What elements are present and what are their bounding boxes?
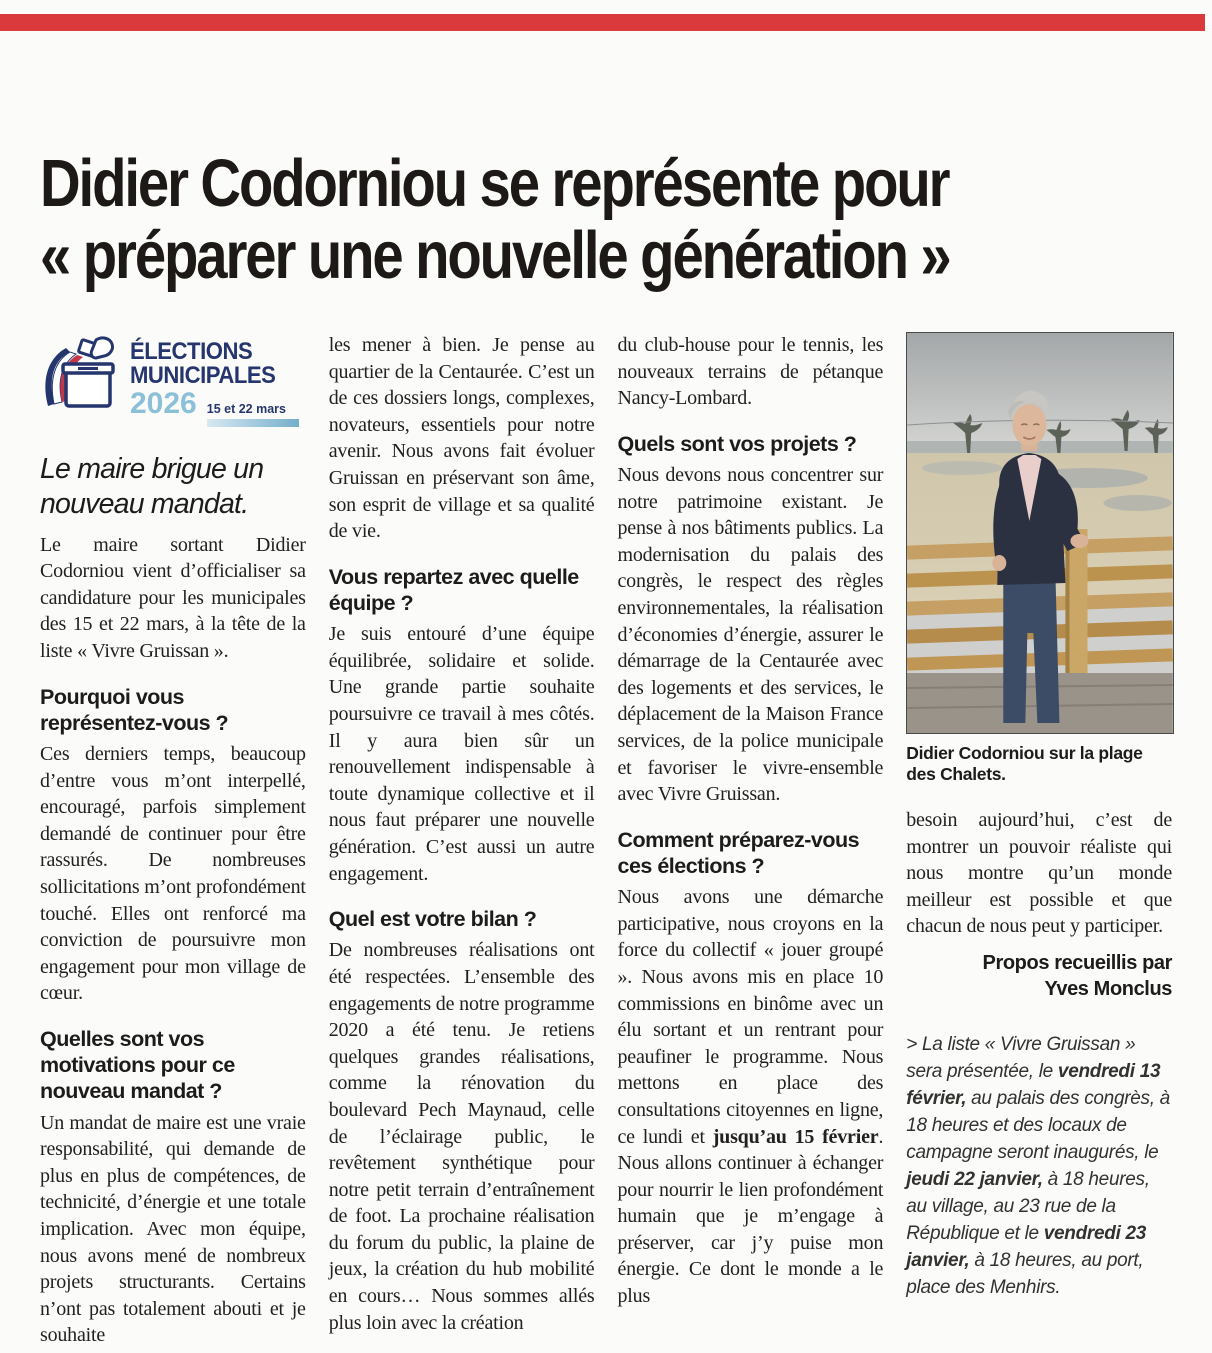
ballot-box-icon	[40, 334, 128, 426]
answer-paragraph-1: Ces derniers temps, beaucoup d’entre vous m’ont interpellé, encouragé, parfois simplement demandé de continuer pour être rassurés. De nombreuses sollicitations m’ont profondément touché. Elles ont renforcé ma conviction de poursuivre mon engagement pour mon village de cœur.	[40, 742, 306, 1005]
column-3	[618, 332, 884, 1353]
question-heading-2: Quelles sont vos motivations pour ce nouveau mandat ?	[40, 1026, 235, 1104]
logo-dates: 15 et 22 mars	[206, 402, 286, 416]
continuation-paragraph-2: du club-house pour le tennis, les nouveaux terrains de pétanque Nancy-Lombard.	[617, 334, 884, 410]
logo-year-row	[130, 389, 299, 427]
article-columns	[40, 332, 1172, 1353]
byline-line-2: Yves Monclus	[1044, 977, 1172, 1000]
question-heading-1: Pourquoi vous représentez-vous ?	[40, 684, 229, 735]
photo-illustration	[907, 333, 1173, 733]
question-heading-4: Quel est votre bilan ?	[328, 907, 537, 932]
byline-line-1: Propos recueillis par	[982, 951, 1172, 974]
elections-municipales-logo	[40, 334, 306, 426]
answer-paragraph-3: Je suis entouré d’une équipe équilibrée, solidaire et solide. Une grande partie souhaite poursuivre ce travail à mes côtés. Il y aura bien sûr un renouvellement indispensable à toute dynamique collective et il nous faut préparer une nouvelle génération. C’est aussi un autre engagement.	[328, 623, 595, 885]
answer-paragraph-5: Nous devons nous concentrer sur notre patrimoine existant. Je pense à nos bâtiments publics. La modernisation du palais des congrès, le respect des règles environnementales, la réalisation d’économies d’énergie, assurer le démarrage de la Centaurée avec des logements et des services, le déplacement de la Maison France services, de la police municipale et favoriser le vivre-ensemble avec Vivre Gruissan.	[617, 464, 884, 806]
answer-paragraph-2: Un mandat de maire est une vraie responsabilité, qui demande de plus en plus de compétences, de technicité, d’énergie et une totale implication. Avec mon équipe, nous avons mené de nombreux projets structurants. Certains n’ont pas totalement abouti et je souhaite	[40, 1111, 306, 1347]
article-headline	[40, 148, 1172, 293]
photo-didier-codorniou	[906, 332, 1174, 734]
logo-year: 2026	[130, 387, 197, 420]
lead-paragraph: Le maire sortant Didier Codorniou vient d’officialiser sa candidature pour les municipales des 15 et 22 mars, à la tête de la liste « Vivre Gruissan ».	[40, 533, 306, 662]
column-2	[329, 332, 595, 1353]
column-1	[40, 332, 306, 1353]
standfirst: Le maire brigue un nouveau mandat.	[40, 453, 264, 520]
logo-title-municipales: MUNICIPALES	[130, 362, 276, 389]
closing-paragraph: besoin aujourd’hui, c’est de montrer un pouvoir réaliste qui nous montre qu’un monde meilleur est possible et que chacun de nous peut y participer.	[906, 809, 1172, 938]
column-4	[906, 332, 1172, 1353]
byline	[906, 950, 1172, 1002]
events-note: > La liste « Vivre Gruissan » sera présentée, le vendredi 13 février, au palais des congrès, à 18 heures et des locaux de campagne seront inaugurés, le jeudi 22 janvier, à 18 heures, au village, au 23 rue de la République et le vendredi 23 janvier, à 18 heures, au port, place des Menhirs.	[906, 1033, 1170, 1298]
continuation-paragraph: les mener à bien. Je pense au quartier de la Centaurée. C’est un de ces dossiers longs, complexes, novateurs, essentiels pour notre avenir. Nous avons fait évoluer Gruissan en préservant son âme, son esprit de village et sa qualité de vie.	[328, 334, 595, 543]
headline-line-2: « préparer une nouvelle génération »	[40, 218, 950, 294]
question-heading-5: Quels sont vos projets ?	[617, 431, 857, 456]
logo-text	[130, 340, 299, 427]
question-heading-3: Vous repartez avec quelle équipe ?	[328, 564, 579, 615]
logo-dates-block	[207, 402, 299, 427]
headline-line-1: Didier Codorniou se représente pour	[40, 146, 949, 221]
photo-caption: Didier Codorniou sur la plage des Chalets.	[906, 743, 1143, 784]
answer-paragraph-4: De nombreuses réalisations ont été respectées. L’ensemble des engagements de notre programme 2020 a été tenu. Je retiens quelques grandes réalisations, comme la rénovation du boulevard Pech Maynaud, celle de l’éclairage public, le revêtement synthétique pour notre petit terrain d’entraînement de foot. La prochaine réalisation du forum du public, la plaine de jeux, la création du hub mobilité en cours… Nous sommes allés plus loin avec la création	[328, 939, 595, 1334]
top-red-rule	[0, 14, 1205, 31]
logo-underline-bar	[207, 419, 299, 427]
question-heading-6: Comment préparez-vous ces élections ?	[617, 827, 860, 878]
logo-title-elections: ÉLECTIONS	[130, 338, 253, 365]
answer-paragraph-6: Nous avons une démarche participative, nous croyons en la force du collectif « jouer groupé ». Nous avons mis en place 10 commissions en binôme avec un élu sortant et un rentrant pour peaufiner le programme. Nous mettons en place des consultations citoyennes en ligne, ce lundi et jusqu’au 15 février. Nous allons continuer à échanger pour nourrir le lien profondément humain que je m’engage à préserver, car j’y puise mon énergie. Ce dont le monde a le plus	[617, 886, 884, 1308]
